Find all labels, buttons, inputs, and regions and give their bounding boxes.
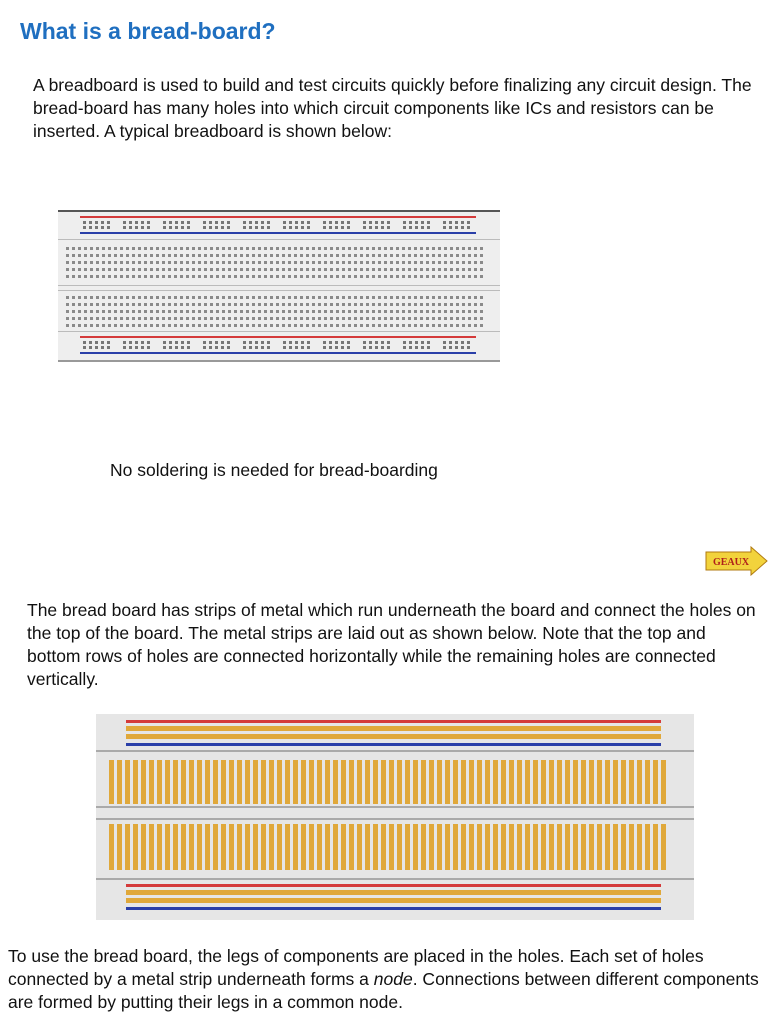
geaux-arrow-button[interactable] [705, 546, 768, 576]
no-soldering-note: No soldering is needed for bread-boarding [110, 460, 438, 480]
breadboard-image [58, 210, 500, 362]
node-paragraph-end: . Connections between different components are formed by putting their legs in a common node. [8, 969, 759, 1012]
metal-strips-image [96, 714, 694, 920]
metal-strips-illustration [96, 714, 694, 920]
node-paragraph [8, 945, 763, 1014]
geaux-label[interactable]: GEAUX [712, 557, 750, 568]
metal-strips-paragraph: The bread board has strips of metal which run underneath the board and connect the holes on the top of the board. The metal strips are laid out as shown below. Note that the top and bottom rows of holes are connected horizontally while the remaining holes are connected vertically. [27, 600, 756, 689]
page-title: What is a bread-board? [20, 18, 276, 44]
node-term: node [373, 969, 413, 989]
node-paragraph-start: To use the bread board, the legs of components are placed in the holes. Each set of holes connected by a metal strip underneath forms a [8, 946, 704, 989]
geaux-arrow-icon[interactable] [705, 546, 768, 576]
intro-paragraph: A breadboard is used to build and test circuits quickly before finalizing any circuit design. The bread-board has many holes into which circuit components like ICs and resistors can be inserted. A typical breadboard is shown below: [33, 75, 752, 141]
breadboard-illustration [58, 210, 500, 362]
